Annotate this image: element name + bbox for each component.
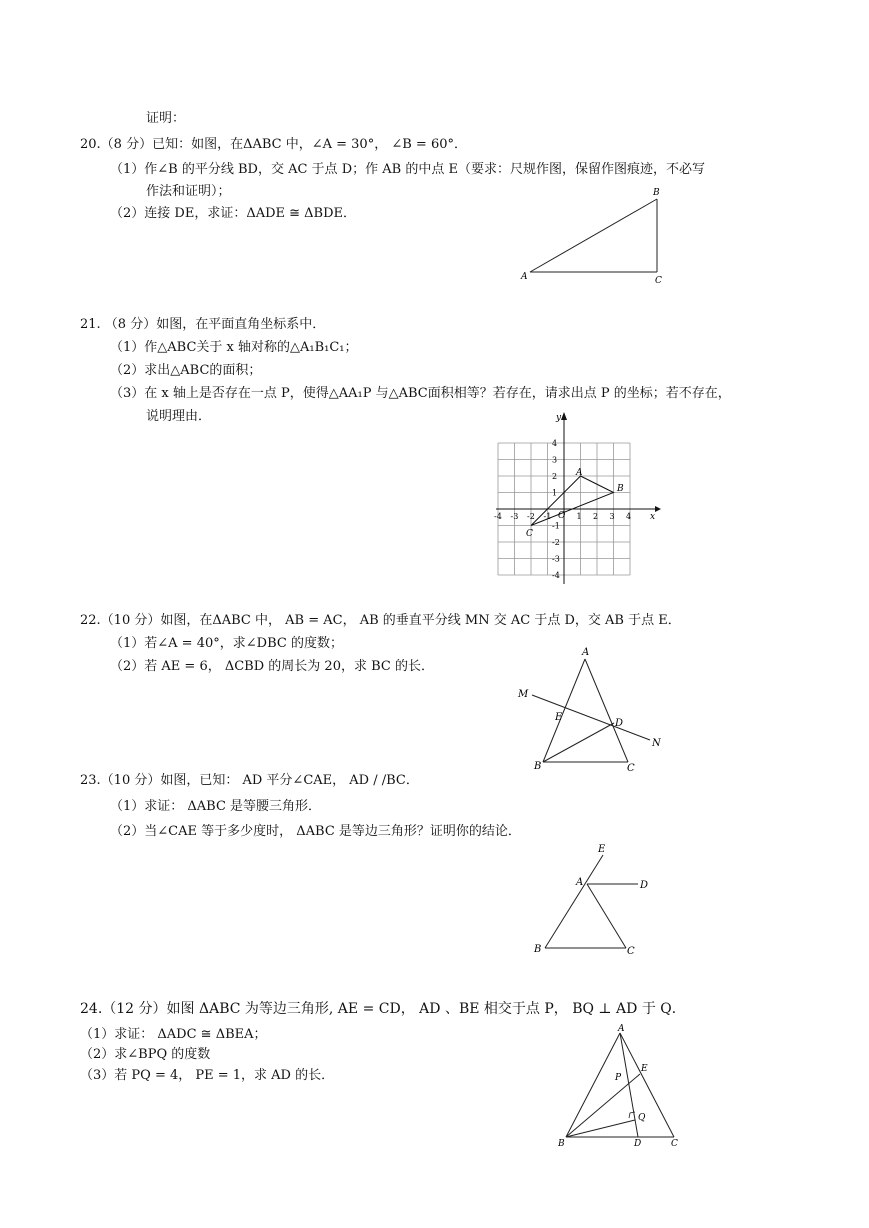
q24-part1: （1）求证： ΔADC ≅ ΔBEA； — [80, 1027, 267, 1042]
x-tick-label: 1 — [576, 512, 582, 521]
q20-triangle-figure — [510, 185, 680, 285]
q22-label-m: M — [518, 689, 529, 700]
q23-label-b: B — [534, 944, 542, 955]
q21-y-label: y — [556, 413, 562, 423]
q23-label-a: A — [576, 877, 584, 888]
q22-label-e: E — [555, 712, 563, 723]
q23-part1: （1）求证： ΔABC 是等腰三角形． — [110, 799, 322, 814]
q21-title: 21. （8 分）如图，在平面直角坐标系中． — [80, 317, 326, 332]
q24-title: 24.（12 分）如图 ΔABC 为等边三角形, AE = CD， AD 、BE 相交于点 P， BQ ⊥ AD 于 Q． — [80, 1001, 686, 1017]
y-tick-label: -2 — [552, 538, 560, 547]
y-tick-label: 4 — [552, 439, 558, 448]
q21-label-b: B — [617, 484, 624, 494]
q24-label-p: P — [615, 1073, 622, 1083]
q20-part1-line1: （1）作∠B 的平分线 BD，交 AC 于点 D；作 AB 的中点 E（要求：尺规作图，保留作图痕迹，不必写 — [110, 162, 705, 177]
q22-label-a: A — [582, 647, 590, 658]
q20-label-b: B — [653, 188, 660, 198]
q20-label-a: A — [521, 272, 528, 282]
q21-part2: （2）求出△ABC的面积； — [110, 363, 262, 378]
q23-label-d: D — [640, 880, 649, 891]
q20-label-c: C — [655, 276, 662, 286]
q24-label-c: C — [671, 1139, 678, 1149]
q21-x-label: x — [650, 512, 656, 522]
q23-label-c: C — [627, 946, 635, 957]
q24-label-d: D — [634, 1139, 642, 1149]
x-tick-label: -3 — [510, 512, 519, 521]
q22-label-c: C — [627, 763, 635, 774]
y-tick-label: -4 — [552, 571, 560, 580]
q20-part1-line2: 作法和证明）； — [146, 184, 231, 199]
y-tick-label: 3 — [552, 455, 558, 465]
y-tick-label: -1 — [552, 521, 560, 531]
q23-label-e: E — [598, 844, 606, 855]
q21-label-a: A — [576, 468, 583, 478]
q22-label-b: B — [534, 761, 542, 772]
q23-part2: （2）当∠CAE 等于多少度时， ΔABC 是等边三角形？证明你的结论． — [110, 824, 521, 839]
q21-part3-line1: （3）在 x 轴上是否存在一点 P，使得△AA₁P 与△ABC面积相等？若存在，请求出点 P 的坐标；若不存在， — [110, 386, 731, 401]
q21-origin-label: O — [558, 511, 566, 521]
q23-title: 23.（10 分）如图，已知： AD 平分∠CAE， AD / /BC． — [80, 773, 419, 788]
q24-part2: （2）求∠BPQ 的度数 — [80, 1047, 211, 1062]
q22-part1: （1）若∠A = 40°，求∠DBC 的度数； — [110, 636, 343, 651]
q20-title: 20.（8 分）已知：如图，在ΔABC 中，∠A = 30°， ∠B = 60°． — [80, 137, 467, 152]
q21-part1: （1）作△ABC关于 x 轴对称的△A₁B₁C₁； — [110, 340, 358, 355]
y-tick-label: 2 — [552, 472, 558, 481]
proof-label: 证明： — [146, 111, 186, 126]
q20-part2: （2）连接 DE，求证：ΔADE ≅ ΔBDE． — [110, 206, 357, 221]
q24-label-b: B — [558, 1139, 565, 1149]
q22-label-d: D — [615, 718, 624, 729]
x-tick-label: 3 — [609, 512, 615, 521]
x-tick-label: 2 — [593, 512, 599, 521]
x-tick-label: 4 — [626, 512, 632, 521]
q22-part2: （2）若 AE = 6， ΔCBD 的周长为 20，求 BC 的长． — [110, 659, 434, 674]
q24-part3: （3）若 PQ = 4， PE = 1，求 AD 的长． — [80, 1068, 335, 1083]
y-tick-label: -3 — [552, 554, 560, 564]
q23-triangle-figure — [525, 840, 665, 960]
q24-label-e: E — [641, 1064, 648, 1074]
q21-coordinate-figure — [490, 408, 670, 588]
x-tick-label: -1 — [543, 512, 552, 521]
q24-label-q: Q — [638, 1113, 646, 1123]
y-tick-label: 1 — [552, 488, 558, 498]
q24-label-a: A — [618, 1024, 625, 1034]
q22-triangle-figure — [510, 645, 670, 775]
q21-label-c: C — [526, 529, 533, 539]
x-tick-label: -4 — [494, 512, 502, 521]
q21-part3-line2: 说明理由． — [146, 409, 212, 424]
q22-title: 22.（10 分）如图，在ΔABC 中， AB = AC， AB 的垂直平分线 MN 交 AC 于点 D，交 AB 于点 E． — [80, 613, 681, 628]
q24-triangle-figure — [550, 1025, 690, 1155]
q22-label-n: N — [652, 738, 661, 749]
x-tick-label: -2 — [527, 512, 535, 521]
